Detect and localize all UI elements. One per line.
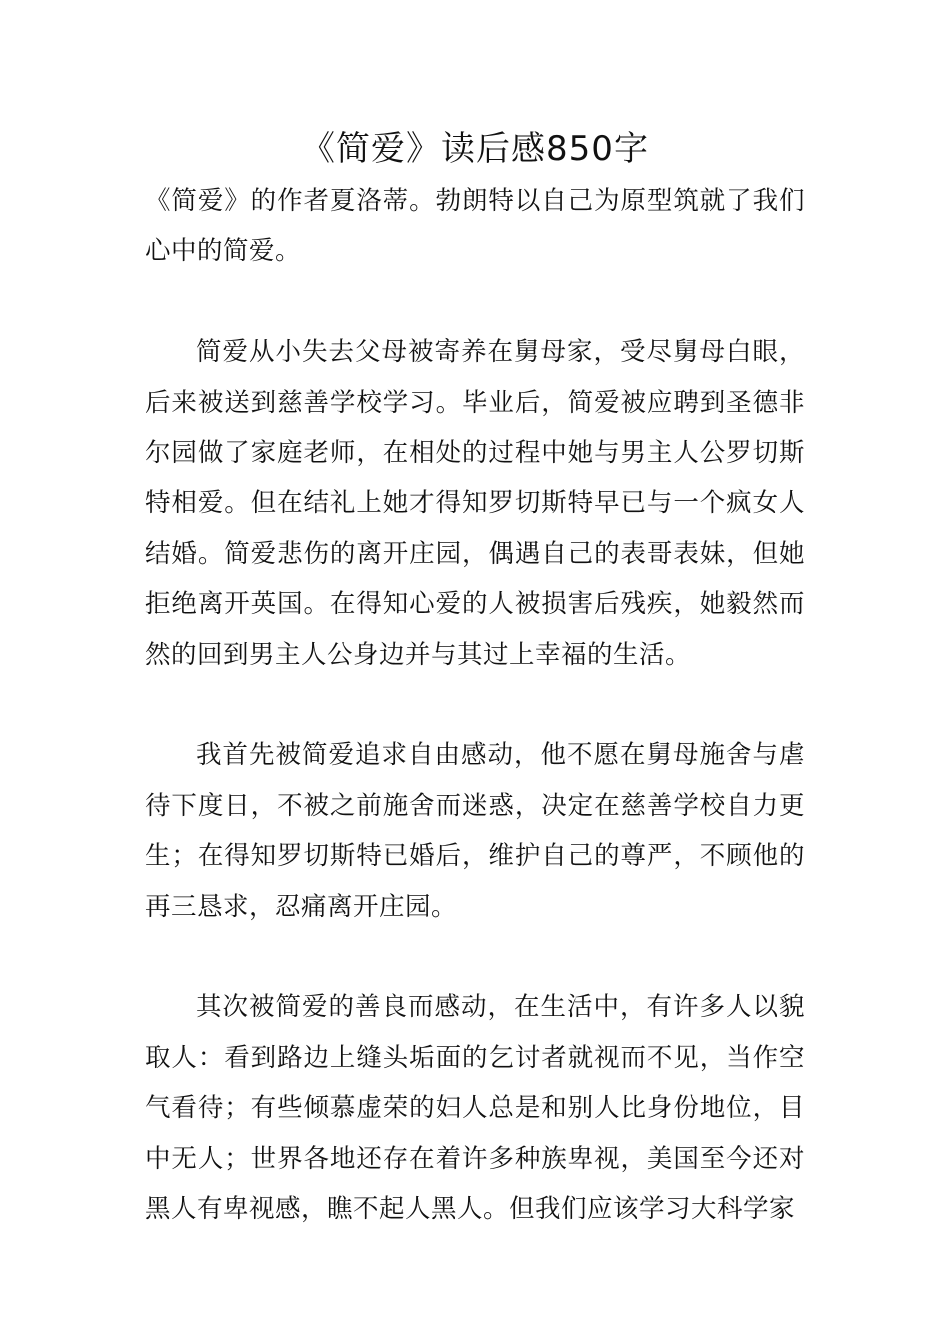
document-body bbox=[145, 176, 805, 1234]
page-title: 《简爱》读后感850字 bbox=[301, 129, 649, 169]
paragraph-summary: 简爱从小失去父母被寄养在舅母家，受尽舅母白眼，后来被送到慈善学校学习。毕业后，简爱被应聘到圣德非尔园做了家庭老师，在相处的过程中她与男主人公罗切斯特相爱。但在结礼上她才得知罗切斯特早已与一个疯女人结婚。简爱悲伤的离开庄园，偶遇自己的表哥表妹，但她拒绝离开英国。在得知心爱的人被损害后残疾，她毅然而然的回到男主人公身边并与其过上幸福的生活。 bbox=[145, 337, 805, 670]
paragraph-kindness: 其次被简爱的善良而感动，在生活中，有许多人以貌取人：看到路边上缝头垢面的乞讨者就视而不见，当作空气看待；有些倾慕虚荣的妇人总是和别人比身份地位，目中无人；世界各地还存在着许多种族卑视，美国至今还对黑人有卑视感，瞧不起人黑人。但我们应该学习大科学家 bbox=[145, 992, 805, 1225]
paragraph-spacer bbox=[145, 680, 805, 730]
paragraph-spacer bbox=[145, 932, 805, 982]
paragraph-spacer bbox=[145, 277, 805, 327]
paragraph-freedom: 我首先被简爱追求自由感动，他不愿在舅母施舍与虐待下度日，不被之前施舍而迷惑，决定在慈善学校自力更生；在得知罗切斯特已婚后，维护自己的尊严，不顾他的再三恳求，忍痛离开庄园。 bbox=[145, 740, 805, 922]
paragraph-intro: 《简爱》的作者夏洛蒂。勃朗特以自己为原型筑就了我们心中的简爱。 bbox=[145, 186, 805, 267]
